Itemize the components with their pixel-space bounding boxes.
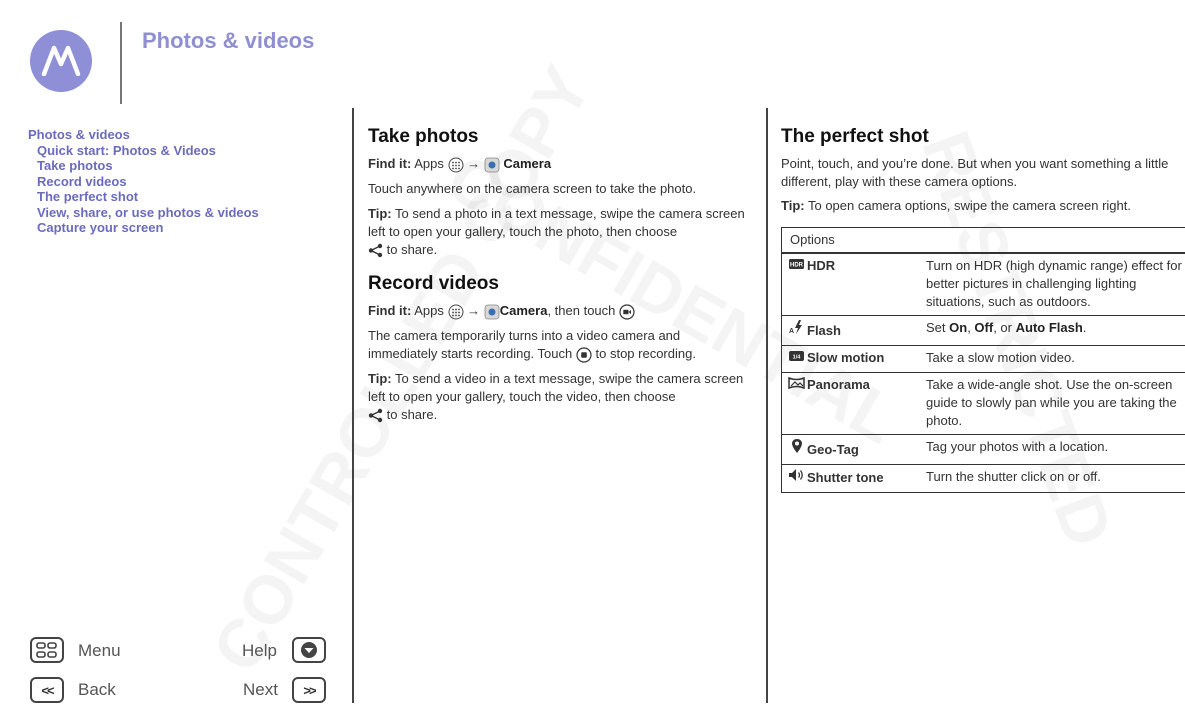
double-chevron-left-icon: << (41, 682, 53, 698)
camera-options-table (781, 227, 1185, 493)
camera-app-icon (484, 304, 500, 320)
option-name: Geo-Tag (782, 435, 921, 465)
option-name: Panorama (782, 373, 921, 435)
svg-text:1/4: 1/4 (792, 354, 801, 361)
section-heading-take-photos: Take photos (368, 126, 479, 147)
perfect-shot-intro: Point, touch, and you’re done. But when you want something a little different, play with these camera options. (781, 156, 1169, 189)
option-description: Tag your photos with a location. (920, 435, 1185, 465)
share-icon (368, 408, 383, 423)
toc-item-view-share[interactable]: View, share, or use photos & videos (37, 204, 259, 220)
back-label[interactable]: Back (78, 680, 116, 699)
help-button[interactable] (292, 637, 326, 663)
take-photo-tip: Tip: To send a photo in a text message, swipe the camera screen left to open your gallery, touch the photo, then choose to share. (368, 206, 745, 257)
option-name: HDR HDR (782, 253, 921, 316)
table-of-contents (28, 127, 259, 236)
apps-icon (448, 304, 464, 320)
next-button[interactable] (292, 677, 326, 703)
help-label[interactable]: Help (242, 641, 277, 660)
double-chevron-right-icon: >> (303, 682, 315, 698)
stop-icon (576, 347, 592, 363)
option-name: 1/4 Slow motion (782, 346, 921, 373)
column-divider (352, 108, 354, 703)
option-description: Take a wide-angle shot. Use the on-screen guide to slowly pan while you are taking the photo. (920, 373, 1185, 435)
toc-item-capture-screen[interactable]: Capture your screen (37, 220, 164, 235)
option-name: A Flash (782, 316, 921, 346)
menu-button[interactable] (30, 637, 64, 663)
toc-item-quick-start[interactable]: Quick start: Photos & Videos (37, 142, 216, 158)
location-pin-icon (788, 438, 805, 460)
option-name: Shutter tone (782, 465, 921, 493)
record-video-instructions: The camera temporarily turns into a video camera and immediately starts recording. Touch to stop recording. (368, 328, 696, 361)
svg-text:A: A (789, 328, 795, 335)
motorola-logo (30, 30, 92, 92)
find-it-video: Find it: Apps → Camera, then touch (368, 302, 746, 320)
toc-item-take-photos[interactable]: Take photos (37, 158, 113, 173)
option-description: Take a slow motion video. (920, 346, 1185, 373)
table-row (782, 253, 1185, 316)
table-header: Options (782, 228, 1185, 254)
menu-label[interactable]: Menu (78, 641, 121, 660)
option-description: Turn the shutter click on or off. (920, 465, 1185, 493)
panorama-icon (788, 377, 805, 395)
arrow-right-icon: → (467, 156, 481, 171)
table-row (782, 346, 1185, 373)
page-title: Photos & videos (142, 28, 315, 53)
toc-item-photos-videos[interactable]: Photos & videos (28, 127, 130, 142)
toc-item-perfect-shot[interactable]: The perfect shot (37, 189, 139, 204)
speaker-icon (788, 468, 805, 488)
option-description: Set On, Off, or Auto Flash. (920, 316, 1185, 346)
next-label[interactable]: Next (243, 680, 278, 699)
right-column (781, 126, 1182, 493)
svg-text:HDR: HDR (790, 262, 803, 269)
apps-icon (448, 157, 464, 173)
table-row (782, 465, 1185, 493)
record-video-tip: Tip: To send a video in a text message, swipe the camera screen left to open your gallery, touch the video, then choose to share. (368, 371, 744, 422)
hdr-icon (788, 258, 805, 276)
section-heading-record-videos: Record videos (368, 273, 499, 294)
section-heading-perfect-shot: The perfect shot (781, 126, 929, 147)
back-button[interactable] (30, 677, 64, 703)
take-photo-instructions: Touch anywhere on the camera screen to take the photo. (368, 181, 697, 196)
table-row (782, 373, 1185, 435)
option-description: Turn on HDR (high dynamic range) effect for better pictures in challenging lighting situations, such as outdoors. (920, 253, 1185, 316)
camera-app-icon (484, 157, 500, 173)
column-divider (766, 108, 768, 703)
video-record-icon (619, 304, 635, 320)
table-row (782, 316, 1185, 346)
arrow-right-icon: → (467, 303, 481, 318)
toc-item-record-videos[interactable]: Record videos (37, 173, 127, 189)
header-divider (120, 22, 122, 104)
slow-motion-icon (788, 350, 805, 368)
middle-column (368, 126, 746, 424)
help-down-icon (299, 641, 319, 659)
flash-icon (788, 319, 805, 341)
table-row (782, 435, 1185, 465)
table-header-row (782, 228, 1185, 254)
menu-grid-icon (36, 642, 58, 658)
motorola-m-icon (40, 44, 82, 76)
perfect-shot-tip: Tip: To open camera options, swipe the camera screen right. (781, 198, 1131, 213)
share-icon (368, 243, 383, 258)
find-it-camera: Find it: Apps → Camera (368, 156, 552, 171)
